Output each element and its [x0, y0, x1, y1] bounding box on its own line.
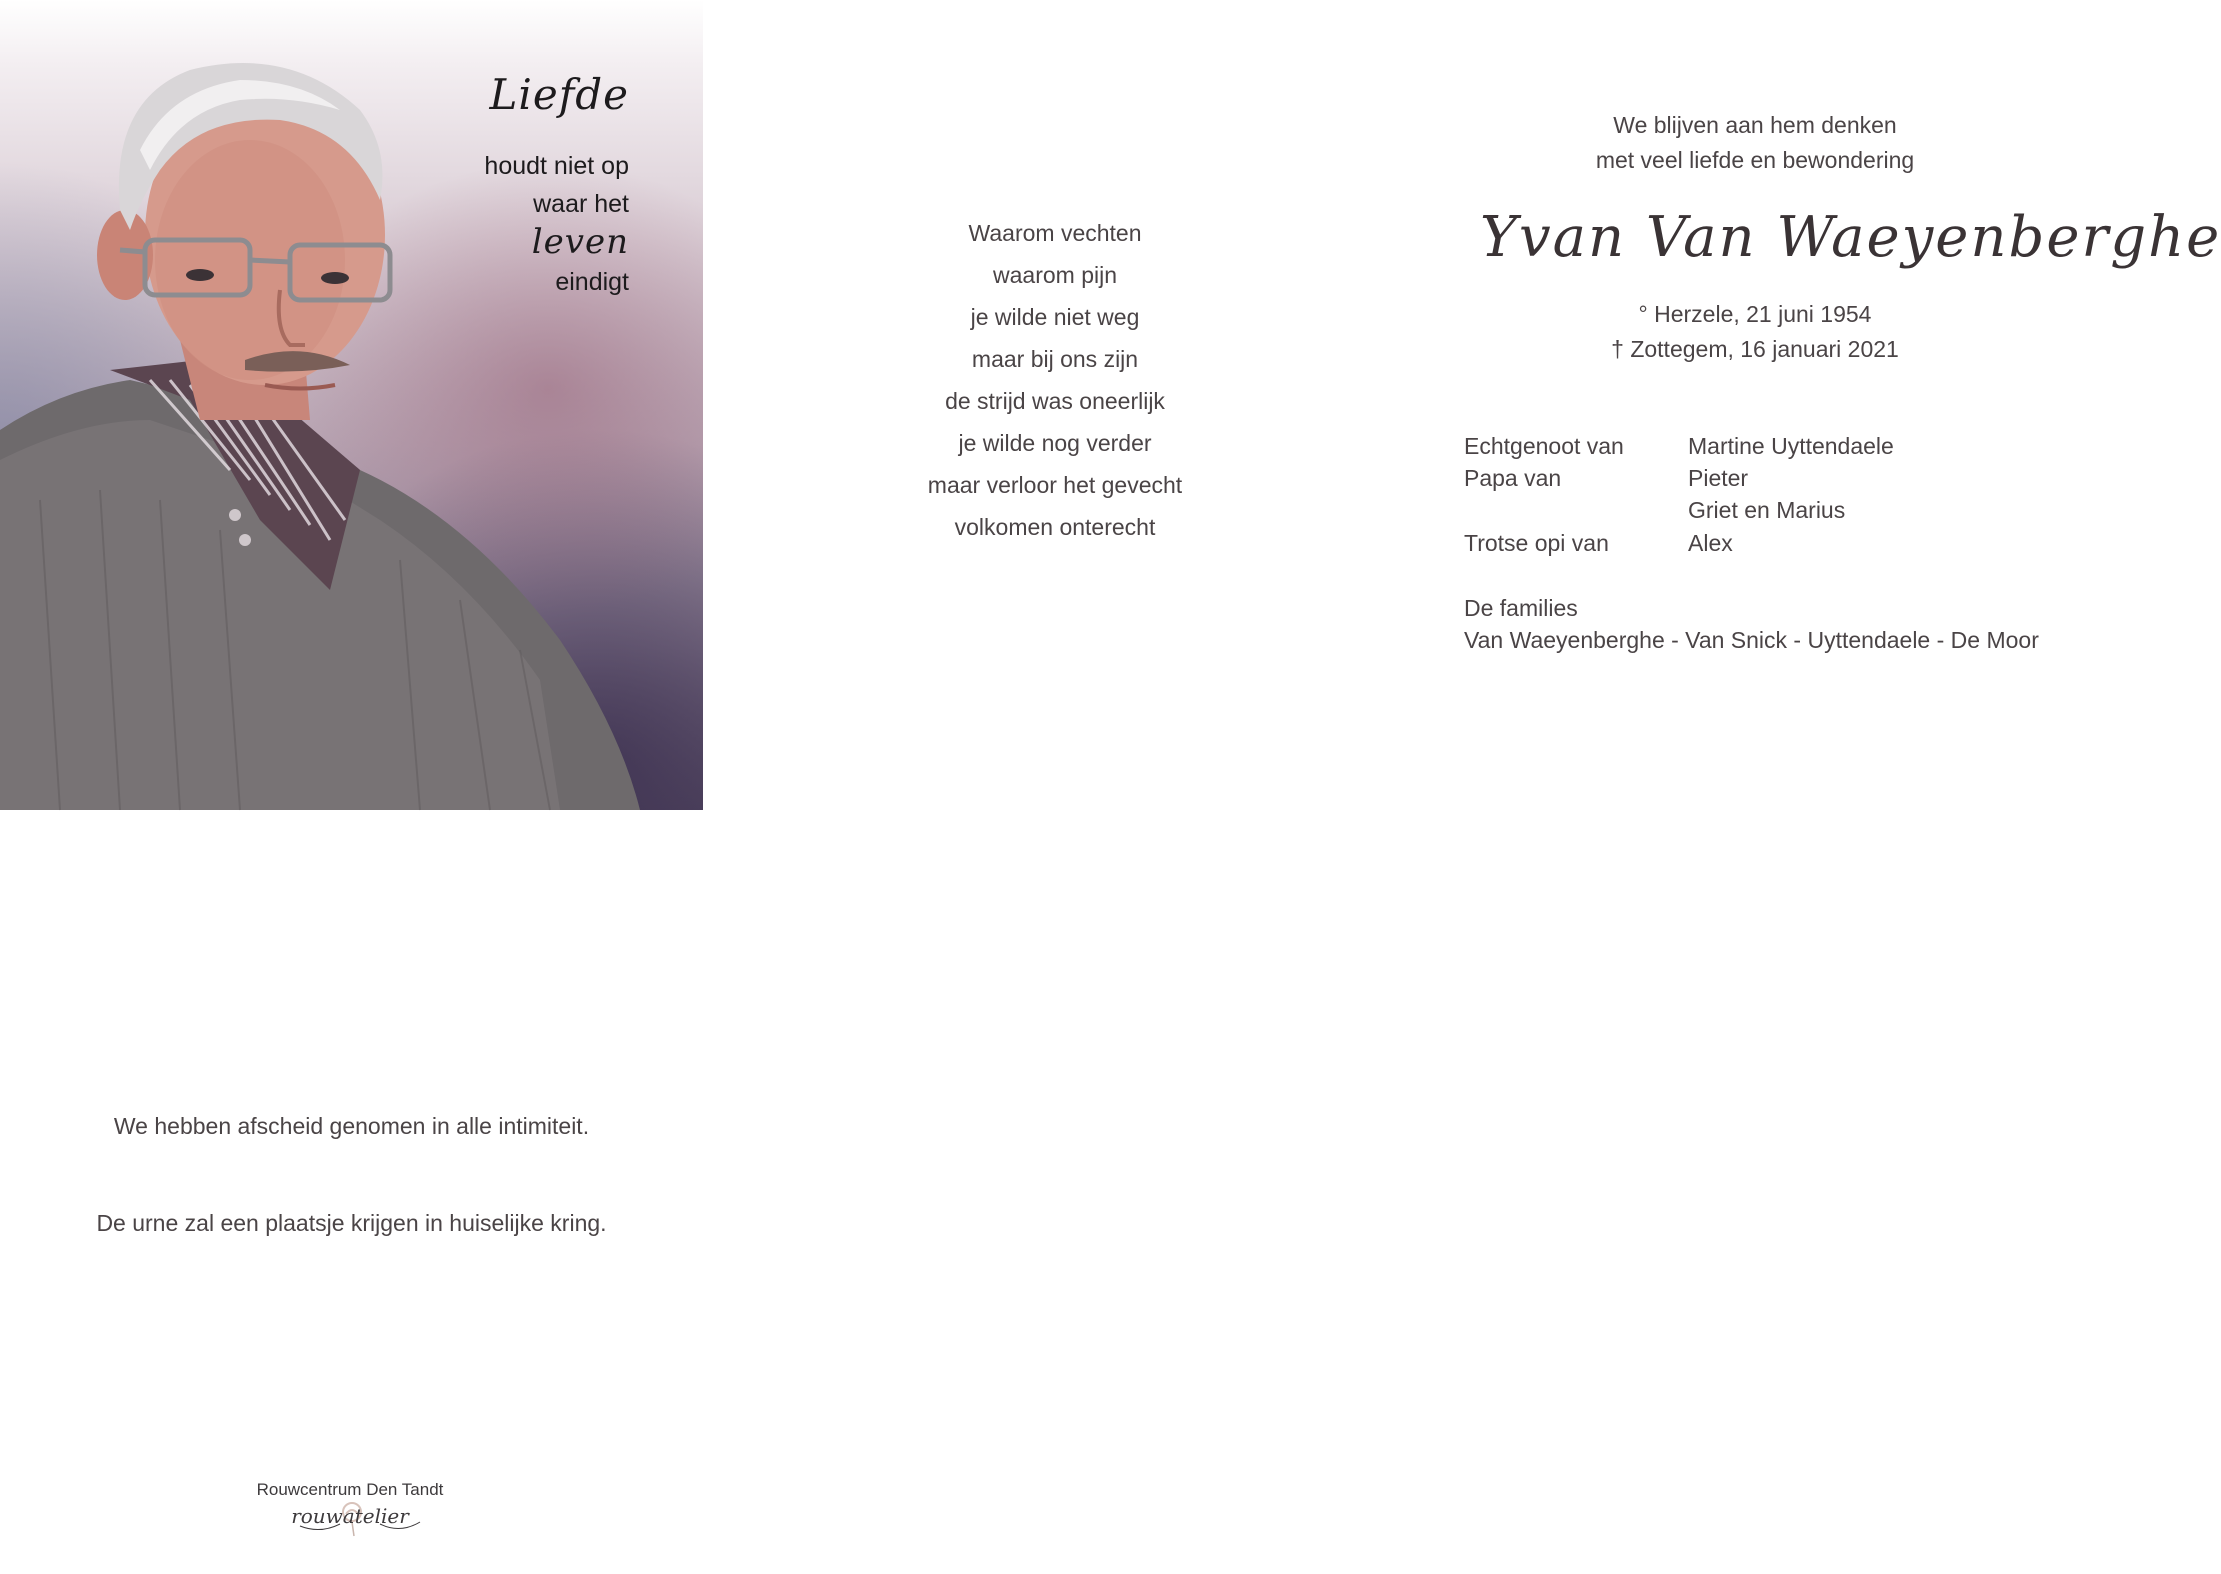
quote-script-word-leven: leven [531, 222, 629, 262]
families-label: De families [1464, 595, 1578, 621]
remembrance-line-1: We blijven aan hem denken [1613, 112, 1897, 138]
family-value-spouse: Martine Uyttendaele [1688, 433, 1894, 459]
death-info: † Zottegem, 16 januari 2021 [1611, 336, 1899, 362]
family-label-spouse: Echtgenoot van [1464, 433, 1624, 459]
poem-line: je wilde niet weg [970, 304, 1140, 330]
funeral-home-name: Rouwcentrum Den Tandt [256, 1480, 444, 1499]
urn-note: De urne zal een plaatsje krijgen in huiselijke kring. [96, 1210, 607, 1236]
family-label-father: Papa van [1464, 465, 1562, 491]
poem-line: maar bij ons zijn [971, 346, 1139, 372]
quote-line-5: eindigt [555, 268, 629, 296]
family-value-child-1: Pieter [1688, 465, 1749, 491]
portrait-photo [0, 0, 703, 810]
deceased-name: Yvan Van Waeyenberghe [1480, 205, 2221, 270]
family-label-grandfather: Trotse opi van [1464, 530, 1609, 556]
portrait-illustration [0, 0, 703, 810]
family-value-child-2: Griet en Marius [1688, 497, 1846, 523]
poem-line: waarom pijn [993, 262, 1117, 288]
farewell-note: We hebben afscheid genomen in alle intimiteit. [113, 1113, 590, 1139]
poem-line: volkomen onterecht [954, 514, 1156, 540]
families-names: Van Waeyenberghe - Van Snick - Uyttendaele - De Moor [1464, 627, 2039, 653]
logo-script-text: rouwatelier [291, 1504, 409, 1528]
remembrance-line-2: met veel liefde en bewondering [1595, 147, 1915, 173]
poem-line: Waarom vechten [968, 220, 1142, 246]
poem-line: je wilde nog verder [958, 430, 1152, 456]
quote-line-3: waar het [533, 190, 629, 218]
quote-script-word-liefde: Liefde [489, 70, 629, 119]
poem [870, 212, 1240, 548]
birth-info: ° Herzele, 21 juni 1954 [1638, 301, 1872, 327]
logo-script-row [230, 1500, 470, 1534]
poem-line: maar verloor het gevecht [927, 472, 1183, 498]
quote-line-2: houdt niet op [484, 152, 629, 180]
family-value-grandchild: Alex [1688, 530, 1733, 556]
poem-line: de strijd was oneerlijk [945, 388, 1165, 414]
funeral-home-logo [230, 1480, 470, 1534]
